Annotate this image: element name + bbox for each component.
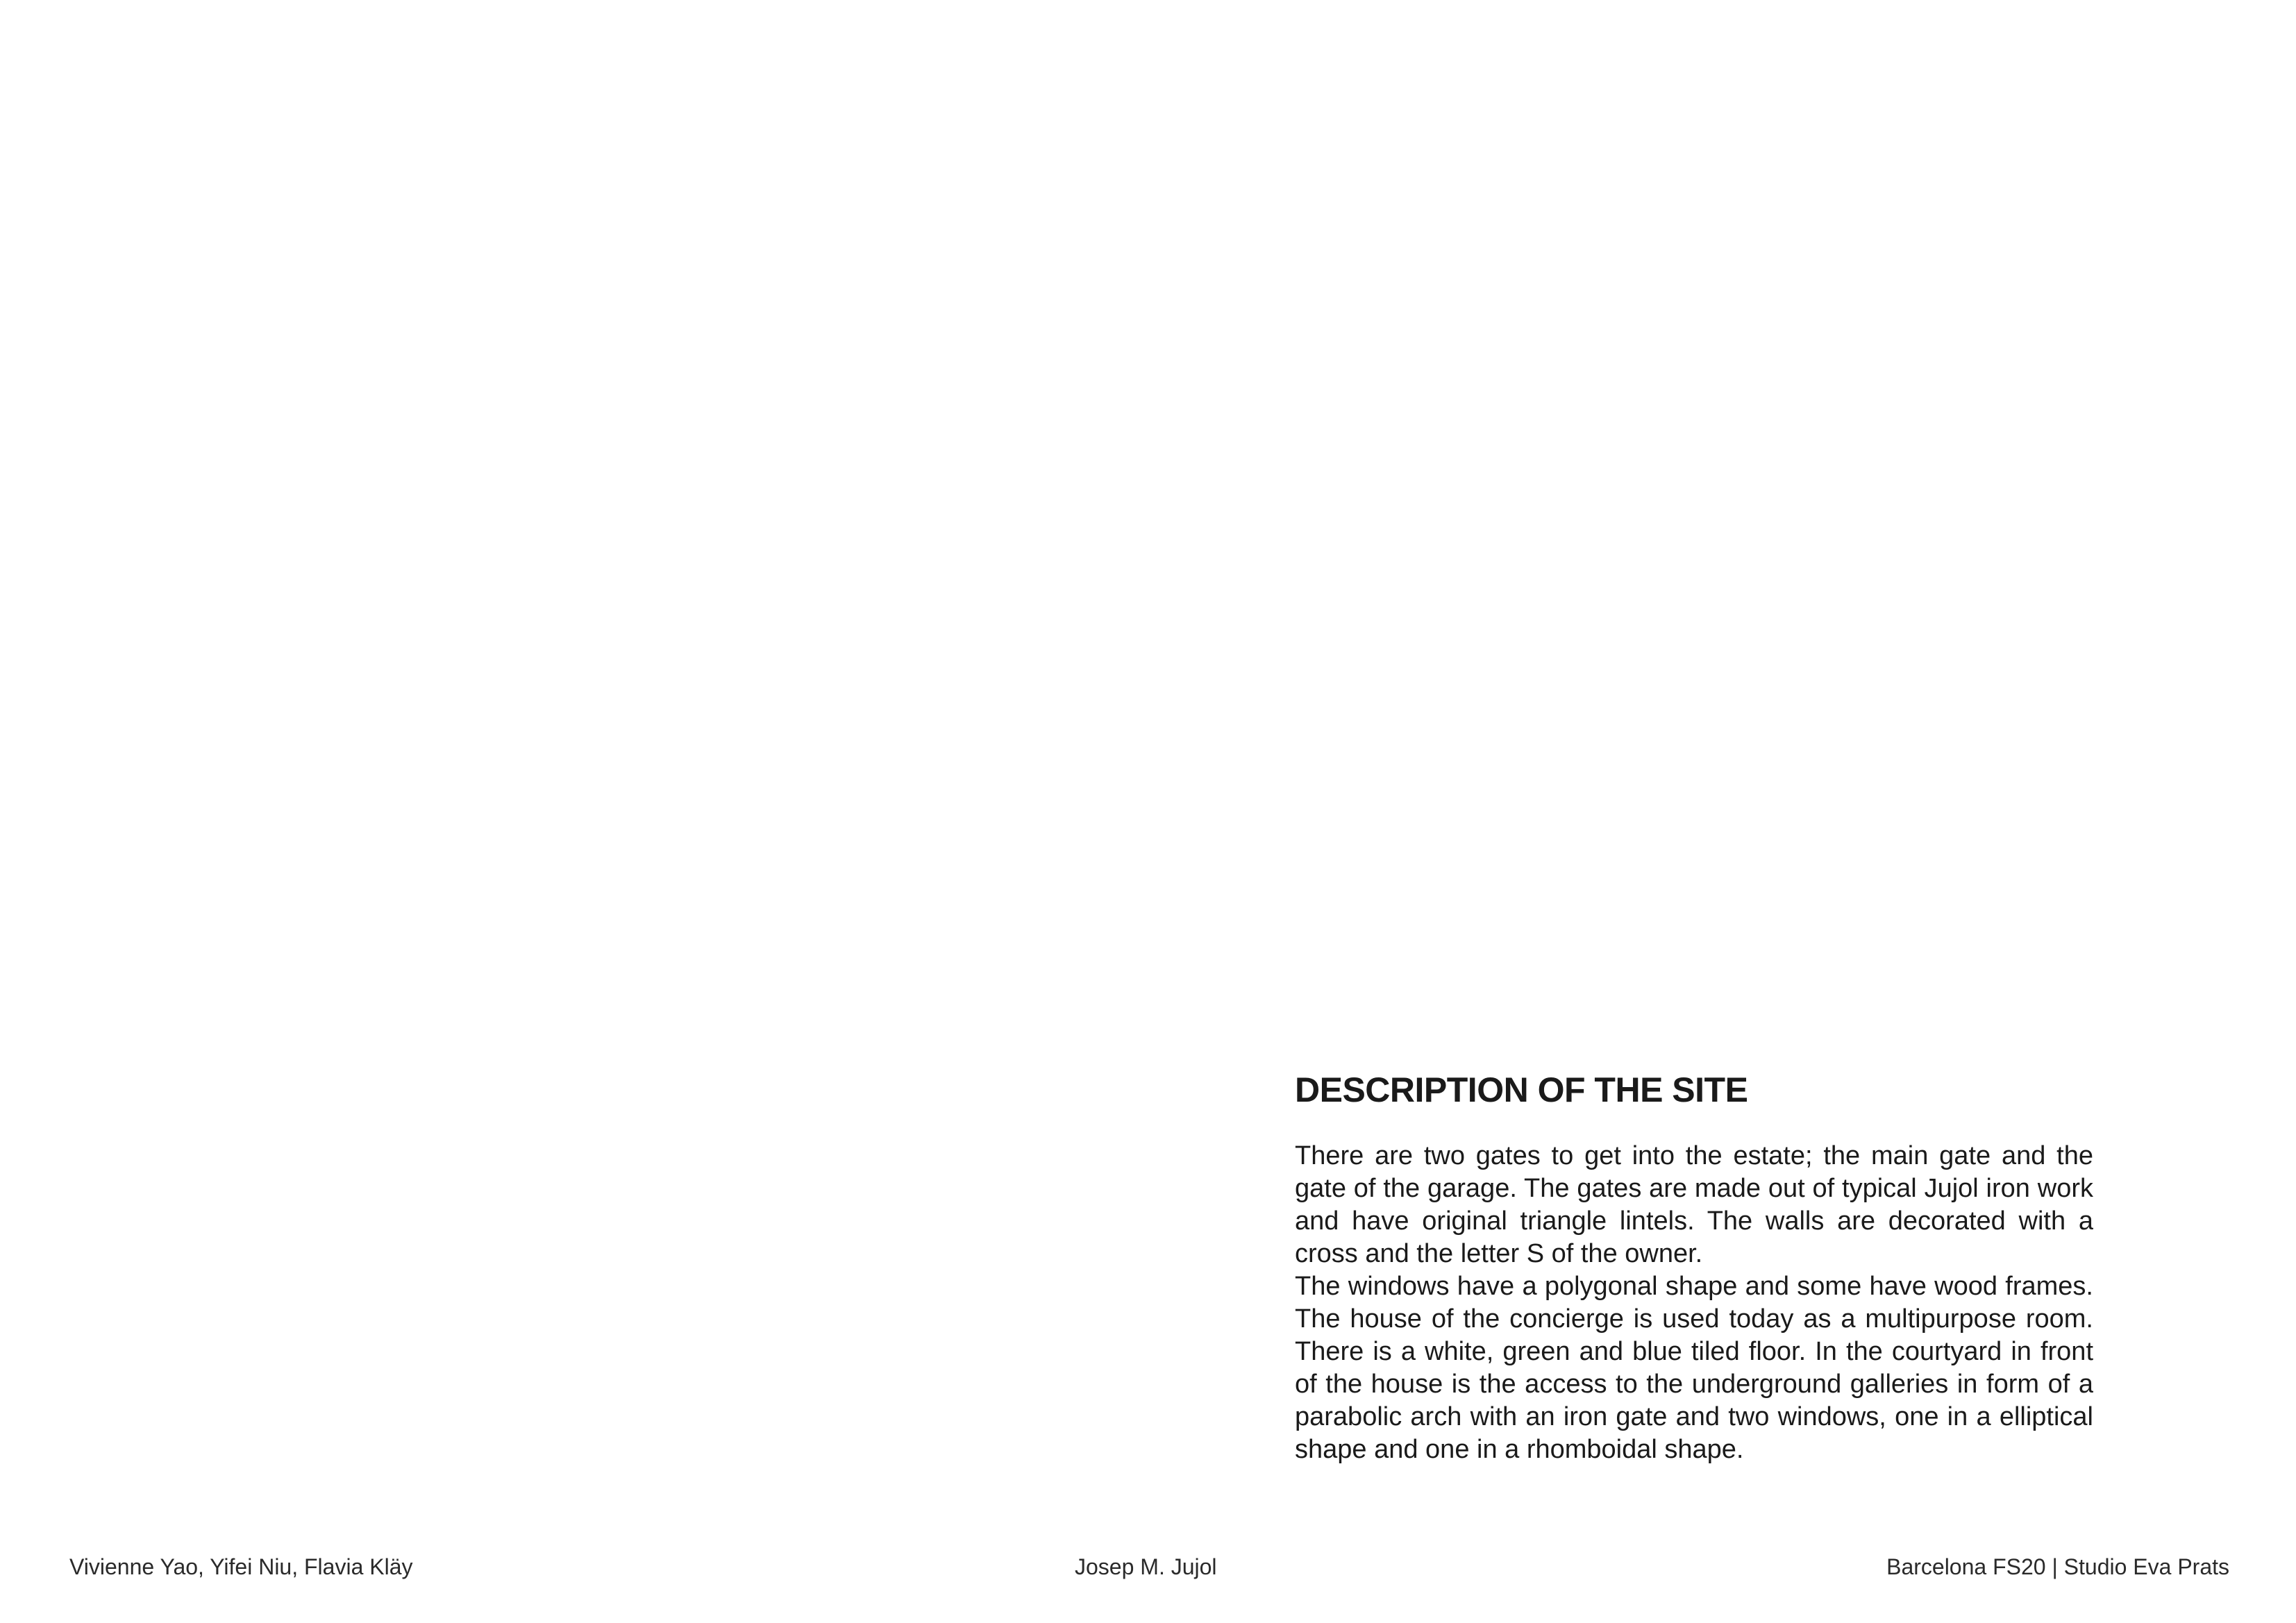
site-description-section bbox=[1295, 1069, 2093, 1466]
body-paragraph: There are two gates to get into the estate; the main gate and the gate of the garage. The gates are made out of typical Jujol iron work and have original triangle lintels. The walls are decorated with a cross and the letter S of the owner. bbox=[1295, 1141, 2093, 1268]
footer-subject: Josep M. Jujol bbox=[1075, 1554, 1217, 1579]
body-paragraph: The windows have a polygonal shape and some have wood frames. The house of the concierge is used today as a multipurpose room. There is a white, green and blue tiled floor. In the courtyard in front of the house is the access to the underground galleries in form of a parabolic arch with an iron gate and two windows, one in a elliptical shape and one in a rhomboidal shape. bbox=[1295, 1272, 2093, 1464]
footer-authors: Vivienne Yao, Yifei Niu, Flavia Kläy bbox=[69, 1554, 413, 1579]
section-title: DESCRIPTION OF THE SITE bbox=[1295, 1070, 1748, 1109]
footer-course: Barcelona FS20 | Studio Eva Prats bbox=[1886, 1554, 2229, 1579]
section-body bbox=[1295, 1140, 2093, 1466]
